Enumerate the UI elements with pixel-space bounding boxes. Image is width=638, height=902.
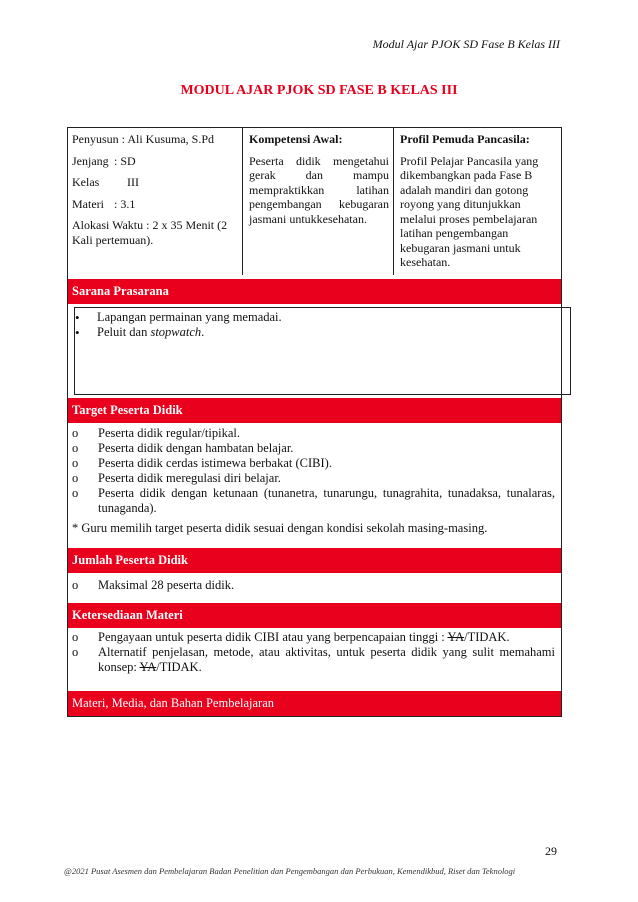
profil-heading: Profil Pemuda Pancasila: bbox=[400, 132, 530, 146]
materi-value: : 3.1 bbox=[114, 196, 136, 211]
list-item: • Peluit dan stopwatch. bbox=[75, 325, 205, 340]
list-item: o Pengayaan untuk peserta didik CIBI atau yang berpencapaian tinggi : YA/TIDAK. bbox=[72, 630, 510, 644]
target-section bbox=[68, 426, 561, 536]
bullet-icon: o bbox=[72, 645, 79, 659]
jenjang-value: : SD bbox=[114, 153, 136, 168]
materi bbox=[72, 197, 242, 212]
kompetensi-text: Peserta didik mengetahui gerak dan mampu mempraktikkan latihan pengembangan kebugaran jasmani untukkesehatan. bbox=[249, 153, 389, 226]
running-header: Modul Ajar PJOK SD Fase B Kelas III bbox=[372, 37, 560, 51]
page-number: 29 bbox=[545, 844, 557, 858]
sarana-section bbox=[74, 307, 571, 395]
jumlah-heading: Jumlah Peserta Didik bbox=[68, 548, 561, 573]
bullet-icon: o bbox=[72, 456, 79, 470]
list-item: o Peserta didik dengan ketunaan (tunanetra, tunarungu, tunagrahita, tunadaksa, tunalaras, tunaganda). bbox=[72, 486, 555, 515]
module-table bbox=[67, 127, 562, 717]
profil-column bbox=[393, 128, 561, 275]
profil-text: Profil Pelajar Pancasila yang dikembangkan pada Fase B adalah mandiri dan gotong royong yang ditunjukkan melalui proses pembelajaran latihan pengembangan kebugaran jasmani untuk kesehatan. bbox=[400, 153, 539, 269]
page-title: MODUL AJAR PJOK SD FASE B KELAS III bbox=[180, 83, 458, 98]
bullet-icon: o bbox=[72, 441, 79, 455]
bullet-icon: o bbox=[72, 630, 79, 644]
target-heading: Target Peserta Didik bbox=[68, 398, 561, 423]
kelas-value: III bbox=[127, 175, 139, 189]
list-item: o Peserta didik regular/tipikal. bbox=[72, 426, 240, 440]
bullet-icon: o bbox=[72, 471, 79, 485]
list-item: o Peserta didik dengan hambatan belajar. bbox=[72, 441, 294, 455]
target-note: * Guru memilih target peserta didik sesuai dengan kondisi sekolah masing-masing. bbox=[72, 521, 488, 535]
list-item: • Lapangan permainan yang memadai. bbox=[75, 310, 282, 325]
materi-label: Materi bbox=[72, 196, 104, 211]
kelas-label: Kelas bbox=[72, 175, 100, 189]
bullet-icon: o bbox=[72, 426, 79, 440]
list-item: o Maksimal 28 peserta didik. bbox=[72, 578, 235, 592]
list-item: o Peserta didik meregulasi diri belajar. bbox=[72, 471, 281, 485]
kelas bbox=[72, 175, 242, 190]
ketersediaan-heading: Ketersediaan Materi bbox=[68, 603, 561, 628]
info-grid bbox=[68, 128, 561, 275]
alokasi-waktu: Alokasi Waktu : 2 x 35 Menit (2 Kali pertemuan). bbox=[72, 218, 228, 247]
bullet-icon: • bbox=[75, 310, 80, 325]
kompetensi-column bbox=[242, 128, 393, 275]
materi-heading: Materi, Media, dan Bahan Pembelajaran bbox=[68, 691, 561, 716]
bullet-icon: o bbox=[72, 486, 79, 500]
bullet-icon: o bbox=[72, 578, 79, 592]
list-item: o Alternatif penjelasan, metode, atau aktivitas, untuk peserta didik yang sulit memahami konsep: YA/TIDAK. bbox=[72, 645, 555, 674]
jenjang-label: Jenjang bbox=[72, 153, 109, 168]
ketersediaan-section bbox=[68, 630, 561, 675]
penyusun: Penyusun : Ali Kusuma, S.Pd bbox=[72, 132, 215, 146]
sarana-heading: Sarana Prasarana bbox=[68, 279, 561, 304]
jumlah-section bbox=[68, 578, 561, 593]
footer: @2021 Pusat Asesmen dan Pembelajaran Badan Penelitian dan Pengembangan dan Perbukuan, Kemendikbud, Riset dan Teknologi bbox=[64, 866, 516, 876]
jenjang bbox=[72, 154, 242, 169]
kompetensi-heading: Kompetensi Awal: bbox=[249, 132, 343, 146]
identity-column bbox=[68, 128, 242, 275]
list-item: o Peserta didik cerdas istimewa berbakat (CIBI). bbox=[72, 456, 332, 470]
bullet-icon: • bbox=[75, 325, 80, 340]
